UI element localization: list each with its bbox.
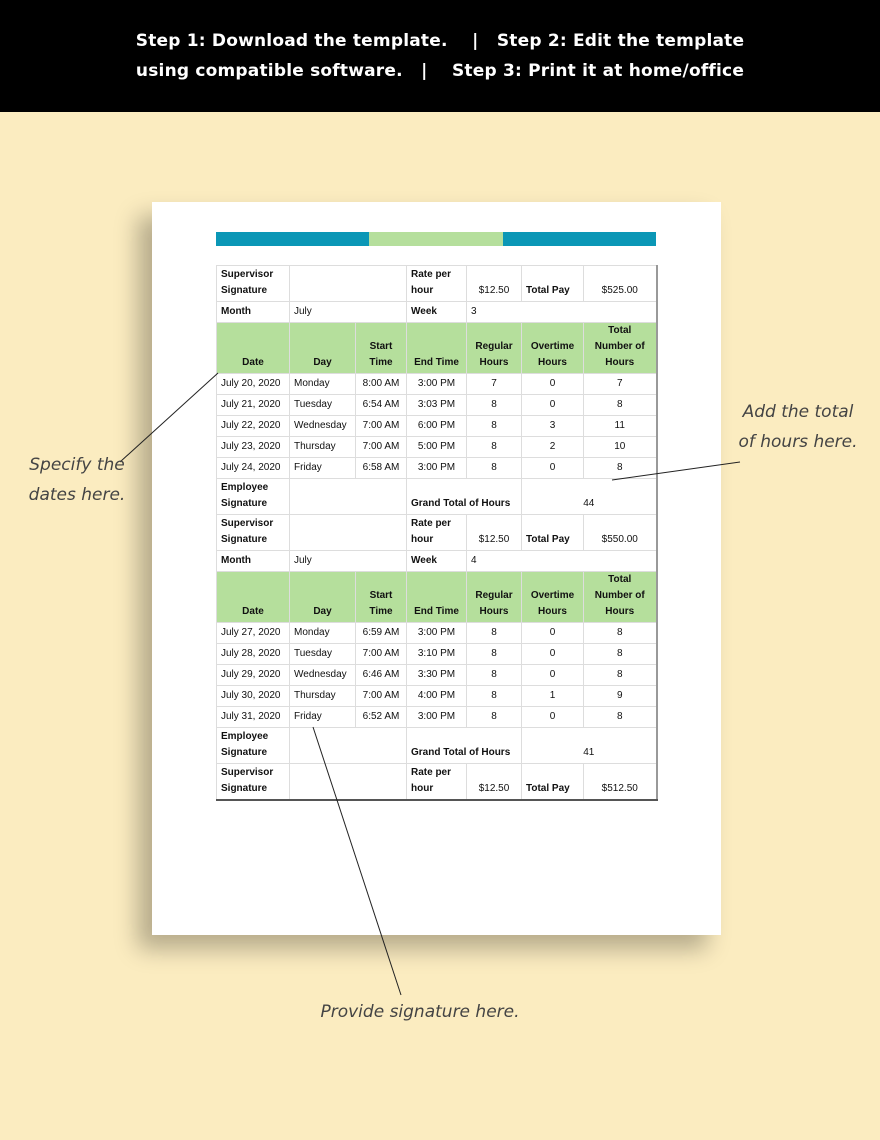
regular-hours-cell[interactable]: 8 — [467, 644, 522, 665]
end-time-cell[interactable]: 3:00 PM — [407, 707, 467, 728]
supervisor-signature-label: Supervisor Signature — [217, 764, 290, 800]
end-time-cell[interactable]: 3:30 PM — [407, 665, 467, 686]
total-hours-cell[interactable]: 8 — [584, 623, 657, 644]
grand-total-label: Grand Total of Hours — [407, 728, 522, 764]
total-pointer-line — [612, 462, 740, 480]
end-time-cell[interactable]: 3:00 PM — [407, 374, 467, 395]
day-cell[interactable]: Tuesday — [290, 644, 356, 665]
total-pay-label: Total Pay — [522, 515, 584, 551]
total-pay-value: $512.50 — [584, 764, 657, 800]
overtime-hours-cell[interactable]: 0 — [522, 458, 584, 479]
overtime-hours-cell[interactable]: 0 — [522, 395, 584, 416]
total-hours-cell[interactable]: 8 — [584, 458, 657, 479]
day-cell[interactable]: Monday — [290, 374, 356, 395]
annotation-total: Add the total of hours here. — [738, 402, 858, 452]
day-cell[interactable]: Friday — [290, 458, 356, 479]
overtime-hours-cell[interactable]: 0 — [522, 707, 584, 728]
week-value: 3 — [467, 302, 657, 323]
end-time-cell[interactable]: 4:00 PM — [407, 686, 467, 707]
month-label: Month — [217, 551, 290, 572]
date-cell[interactable]: July 30, 2020 — [217, 686, 290, 707]
end-time-cell[interactable]: 3:00 PM — [407, 458, 467, 479]
month-label: Month — [217, 302, 290, 323]
day-cell[interactable]: Monday — [290, 623, 356, 644]
date-cell[interactable]: July 24, 2020 — [217, 458, 290, 479]
total-pay-label: Total Pay — [522, 764, 584, 800]
total-hours-cell[interactable]: 8 — [584, 665, 657, 686]
week-value: 4 — [467, 551, 657, 572]
day-cell[interactable]: Thursday — [290, 437, 356, 458]
regular-hours-cell[interactable]: 8 — [467, 416, 522, 437]
end-time-cell[interactable]: 5:00 PM — [407, 437, 467, 458]
regular-hours-cell[interactable]: 8 — [467, 437, 522, 458]
total-pay-label: Total Pay — [522, 266, 584, 302]
banner-line-2: using compatible software. | Step 3: Print it at home/office — [135, 61, 745, 81]
day-cell[interactable]: Friday — [290, 707, 356, 728]
start-time-cell[interactable]: 6:59 AM — [356, 623, 407, 644]
month-value: July — [290, 302, 407, 323]
total-hours-cell[interactable]: 9 — [584, 686, 657, 707]
total-pay-value: $525.00 — [584, 266, 657, 302]
total-hours-cell[interactable]: 8 — [584, 644, 657, 665]
column-header: Overtime Hours — [522, 323, 584, 374]
start-time-cell[interactable]: 7:00 AM — [356, 437, 407, 458]
day-cell[interactable]: Wednesday — [290, 416, 356, 437]
supervisor-signature-label: Supervisor Signature — [217, 266, 290, 302]
annotation-signature: Provide signature here. — [320, 1002, 520, 1022]
dates-pointer-line — [120, 373, 218, 462]
column-header: Regular Hours — [467, 323, 522, 374]
grand-total-value: 41 — [522, 728, 657, 764]
regular-hours-cell[interactable]: 7 — [467, 374, 522, 395]
total-hours-cell[interactable]: 10 — [584, 437, 657, 458]
column-header: End Time — [407, 572, 467, 623]
regular-hours-cell[interactable]: 8 — [467, 458, 522, 479]
supervisor-signature-label: Supervisor Signature — [217, 515, 290, 551]
end-time-cell[interactable]: 3:00 PM — [407, 623, 467, 644]
date-cell[interactable]: July 21, 2020 — [217, 395, 290, 416]
start-time-cell[interactable]: 7:00 AM — [356, 644, 407, 665]
rate-label: Rate per hour — [407, 515, 467, 551]
regular-hours-cell[interactable]: 8 — [467, 686, 522, 707]
total-hours-cell[interactable]: 7 — [584, 374, 657, 395]
overtime-hours-cell[interactable]: 3 — [522, 416, 584, 437]
date-cell[interactable]: July 23, 2020 — [217, 437, 290, 458]
date-cell[interactable]: July 31, 2020 — [217, 707, 290, 728]
end-time-cell[interactable]: 3:03 PM — [407, 395, 467, 416]
start-time-cell[interactable]: 7:00 AM — [356, 686, 407, 707]
month-value: July — [290, 551, 407, 572]
grand-total-value: 44 — [522, 479, 657, 515]
week-label: Week — [407, 302, 467, 323]
rate-value: $12.50 — [467, 266, 522, 302]
total-hours-cell[interactable]: 8 — [584, 395, 657, 416]
end-time-cell[interactable]: 6:00 PM — [407, 416, 467, 437]
start-time-cell[interactable]: 6:58 AM — [356, 458, 407, 479]
overtime-hours-cell[interactable]: 1 — [522, 686, 584, 707]
date-cell[interactable]: July 20, 2020 — [217, 374, 290, 395]
regular-hours-cell[interactable]: 8 — [467, 395, 522, 416]
column-header: Overtime Hours — [522, 572, 584, 623]
overtime-hours-cell[interactable]: 0 — [522, 644, 584, 665]
signature-pointer-line — [313, 727, 401, 995]
start-time-cell[interactable]: 6:46 AM — [356, 665, 407, 686]
start-time-cell[interactable]: 6:52 AM — [356, 707, 407, 728]
date-cell[interactable]: July 27, 2020 — [217, 623, 290, 644]
rate-label: Rate per hour — [407, 266, 467, 302]
day-cell[interactable]: Thursday — [290, 686, 356, 707]
end-time-cell[interactable]: 3:10 PM — [407, 644, 467, 665]
day-cell[interactable]: Tuesday — [290, 395, 356, 416]
regular-hours-cell[interactable]: 8 — [467, 623, 522, 644]
overtime-hours-cell[interactable]: 0 — [522, 374, 584, 395]
overtime-hours-cell[interactable]: 2 — [522, 437, 584, 458]
date-cell[interactable]: July 29, 2020 — [217, 665, 290, 686]
rate-value: $12.50 — [467, 764, 522, 800]
banner-line-1: Step 1: Download the template. | Step 2: Edit the template — [135, 31, 745, 51]
day-cell[interactable]: Wednesday — [290, 665, 356, 686]
column-header: Start Time — [356, 572, 407, 623]
week-label: Week — [407, 551, 467, 572]
start-time-cell[interactable]: 8:00 AM — [356, 374, 407, 395]
start-time-cell[interactable]: 7:00 AM — [356, 416, 407, 437]
column-header: Day — [290, 572, 356, 623]
date-cell[interactable]: July 28, 2020 — [217, 644, 290, 665]
overtime-hours-cell[interactable]: 0 — [522, 623, 584, 644]
grand-total-label: Grand Total of Hours — [407, 479, 522, 515]
column-header: Date — [217, 572, 290, 623]
employee-signature-label: Employee Signature — [217, 479, 290, 515]
regular-hours-cell[interactable]: 8 — [467, 665, 522, 686]
column-header: Date — [217, 323, 290, 374]
start-time-cell[interactable]: 6:54 AM — [356, 395, 407, 416]
column-header: Total Number of Hours — [584, 572, 657, 623]
column-header: Start Time — [356, 323, 407, 374]
annotation-dates: Specify the dates here. — [28, 455, 126, 505]
column-header: Day — [290, 323, 356, 374]
rate-value: $12.50 — [467, 515, 522, 551]
date-cell[interactable]: July 22, 2020 — [217, 416, 290, 437]
column-header: Regular Hours — [467, 572, 522, 623]
column-header: End Time — [407, 323, 467, 374]
total-pay-value: $550.00 — [584, 515, 657, 551]
employee-signature-label: Employee Signature — [217, 728, 290, 764]
total-hours-cell[interactable]: 11 — [584, 416, 657, 437]
rate-label: Rate per hour — [407, 764, 467, 800]
regular-hours-cell[interactable]: 8 — [467, 707, 522, 728]
column-header: Total Number of Hours — [584, 323, 657, 374]
total-hours-cell[interactable]: 8 — [584, 707, 657, 728]
overtime-hours-cell[interactable]: 0 — [522, 665, 584, 686]
